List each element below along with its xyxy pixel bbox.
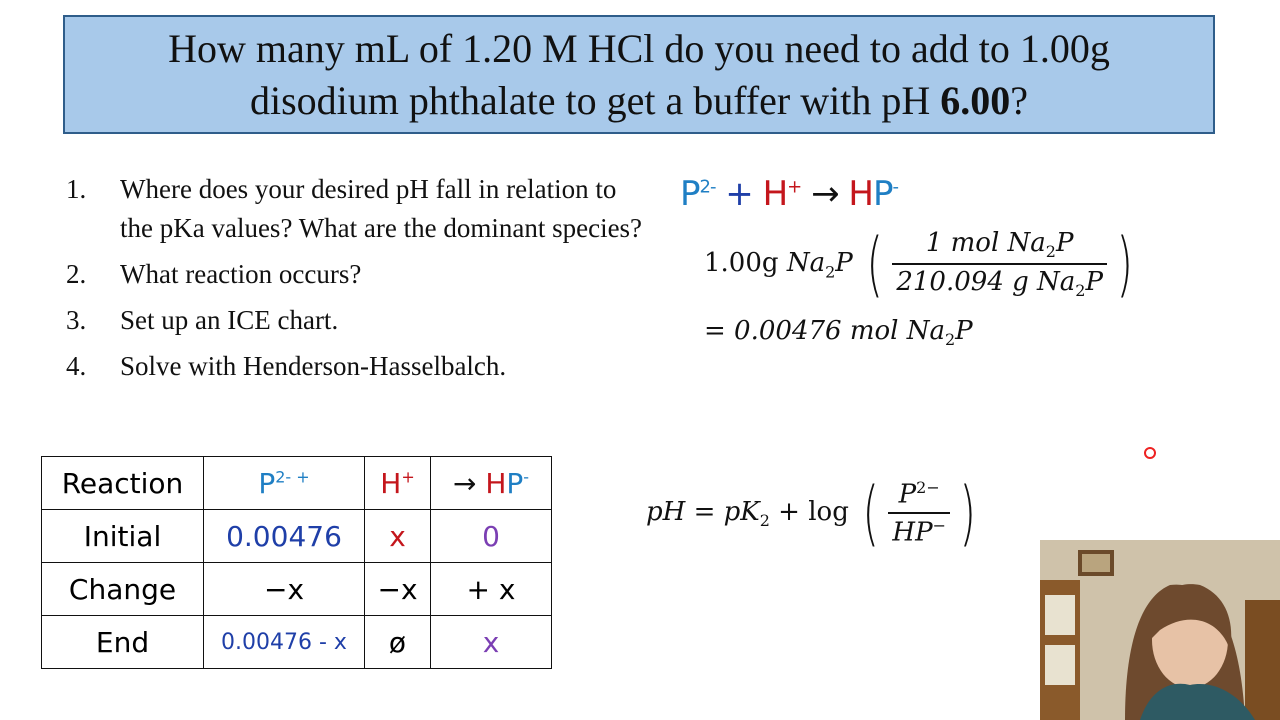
ice-header-hp-charge: -	[523, 467, 530, 487]
ice-header-arrow: →	[452, 466, 477, 500]
step-3	[66, 301, 646, 340]
step-text: Set up an ICE chart.	[120, 305, 339, 335]
step-number: 3.	[66, 305, 87, 335]
compound-name: Na	[786, 248, 826, 279]
ice-label-initial: Initial	[42, 510, 204, 563]
ice-initial-p: 0.00476	[204, 510, 365, 563]
laser-pointer	[1144, 447, 1156, 459]
target-ph: 6.00	[940, 78, 1011, 123]
ice-label-end: End	[42, 616, 204, 669]
numerator-subscript: 2	[1045, 242, 1056, 262]
hh-den-charge: −	[932, 516, 946, 535]
product-hp-charge: -	[892, 176, 898, 198]
presenter-video	[1040, 540, 1280, 720]
mole-result	[704, 316, 973, 349]
ice-label-change: Change	[42, 563, 204, 616]
denominator-p: P	[1085, 267, 1103, 298]
ice-change-p: −x	[204, 563, 365, 616]
hh-ph: pH	[646, 497, 686, 527]
ice-header-p	[204, 457, 365, 510]
hh-num-p: P	[898, 480, 917, 510]
reactant-p-charge: 2-	[699, 176, 716, 198]
result-subscript: 2	[944, 330, 956, 350]
fraction-numerator	[892, 228, 1107, 265]
question-line-1: How many mL of 1.20 M HCl do you need to add to 1.00g	[168, 26, 1110, 71]
ice-header-row	[42, 457, 552, 510]
hh-k-subscript: 2	[759, 511, 770, 531]
numerator-text: 1 mol Na	[925, 228, 1046, 258]
reactant-h: H	[762, 174, 788, 214]
ice-end-h: ø	[365, 616, 431, 669]
plus-sign: +	[725, 174, 753, 214]
result-p: P	[955, 316, 973, 346]
henderson-hasselbalch-equation	[646, 472, 981, 554]
ice-row-change	[42, 563, 552, 616]
step-1	[66, 170, 646, 248]
ice-header-hp-h: H	[485, 466, 507, 500]
hh-numerator	[888, 478, 950, 514]
step-text: Solve with Henderson-Hasselbalch.	[120, 351, 507, 381]
hh-pk: = pK	[693, 497, 760, 527]
reactant-h-charge: +	[787, 176, 802, 198]
step-number: 4.	[66, 351, 87, 381]
question-line-2-text: disodium phthalate to get a buffer with pH	[250, 78, 941, 123]
mass-value: 1.00g	[704, 248, 779, 279]
numerator-p: P	[1055, 228, 1074, 258]
ice-change-hp: + x	[431, 563, 552, 616]
reaction-equation	[680, 174, 898, 214]
hh-fraction	[888, 478, 950, 547]
step-text: What reaction occurs?	[120, 259, 362, 289]
fraction-denominator	[892, 265, 1107, 300]
reactant-p: P	[680, 174, 700, 214]
result-text: = 0.00476 mol Na	[704, 316, 945, 346]
ice-initial-h: x	[365, 510, 431, 563]
webcam-overlay	[1040, 540, 1280, 720]
compound-subscript: 2	[825, 262, 836, 282]
hh-right-paren: )	[959, 472, 976, 554]
question-title-box	[63, 15, 1215, 134]
step-number: 1.	[66, 174, 87, 204]
steps-list	[66, 170, 646, 393]
hh-left-paren: (	[862, 472, 879, 554]
step-number: 2.	[66, 259, 87, 289]
question-line-2	[65, 75, 1213, 127]
ice-header-h-charge: +	[401, 467, 415, 487]
left-paren: (	[866, 223, 883, 306]
step-4	[66, 347, 646, 386]
denominator-subscript: 2	[1075, 281, 1086, 301]
hh-denominator	[888, 514, 950, 548]
hh-num-charge: 2−	[916, 478, 940, 498]
ice-header-p-charge: 2- +	[275, 467, 310, 487]
conversion-fraction	[892, 228, 1107, 300]
product-hp-h: H	[848, 174, 873, 214]
ice-header-p-label: P	[258, 466, 276, 500]
step-text: Where does your desired pH fall in relation to the pKa values? What are the dominant species?	[120, 174, 643, 243]
compound-p: P	[835, 248, 853, 279]
mole-calculation	[704, 223, 1138, 306]
denominator-text: 210.094 g Na	[896, 267, 1076, 298]
question-mark: ?	[1010, 78, 1028, 123]
ice-end-hp: x	[431, 616, 552, 669]
hh-log: + log	[778, 497, 849, 527]
ice-end-p: 0.00476 - x	[204, 616, 365, 669]
right-paren: )	[1116, 223, 1133, 306]
ice-row-initial	[42, 510, 552, 563]
ice-header-hp-p: P	[506, 466, 524, 500]
step-2	[66, 255, 646, 294]
ice-header-h	[365, 457, 431, 510]
ice-initial-hp: 0	[431, 510, 552, 563]
ice-row-end	[42, 616, 552, 669]
product-hp-p: P	[872, 174, 893, 214]
ice-chart	[41, 456, 552, 669]
ice-header-hp	[431, 457, 552, 510]
hh-den-hp: HP	[892, 517, 933, 548]
ice-header-reaction: Reaction	[42, 457, 204, 510]
ice-change-h: −x	[365, 563, 431, 616]
ice-header-h-label: H	[380, 466, 402, 500]
reaction-arrow: →	[811, 174, 839, 214]
